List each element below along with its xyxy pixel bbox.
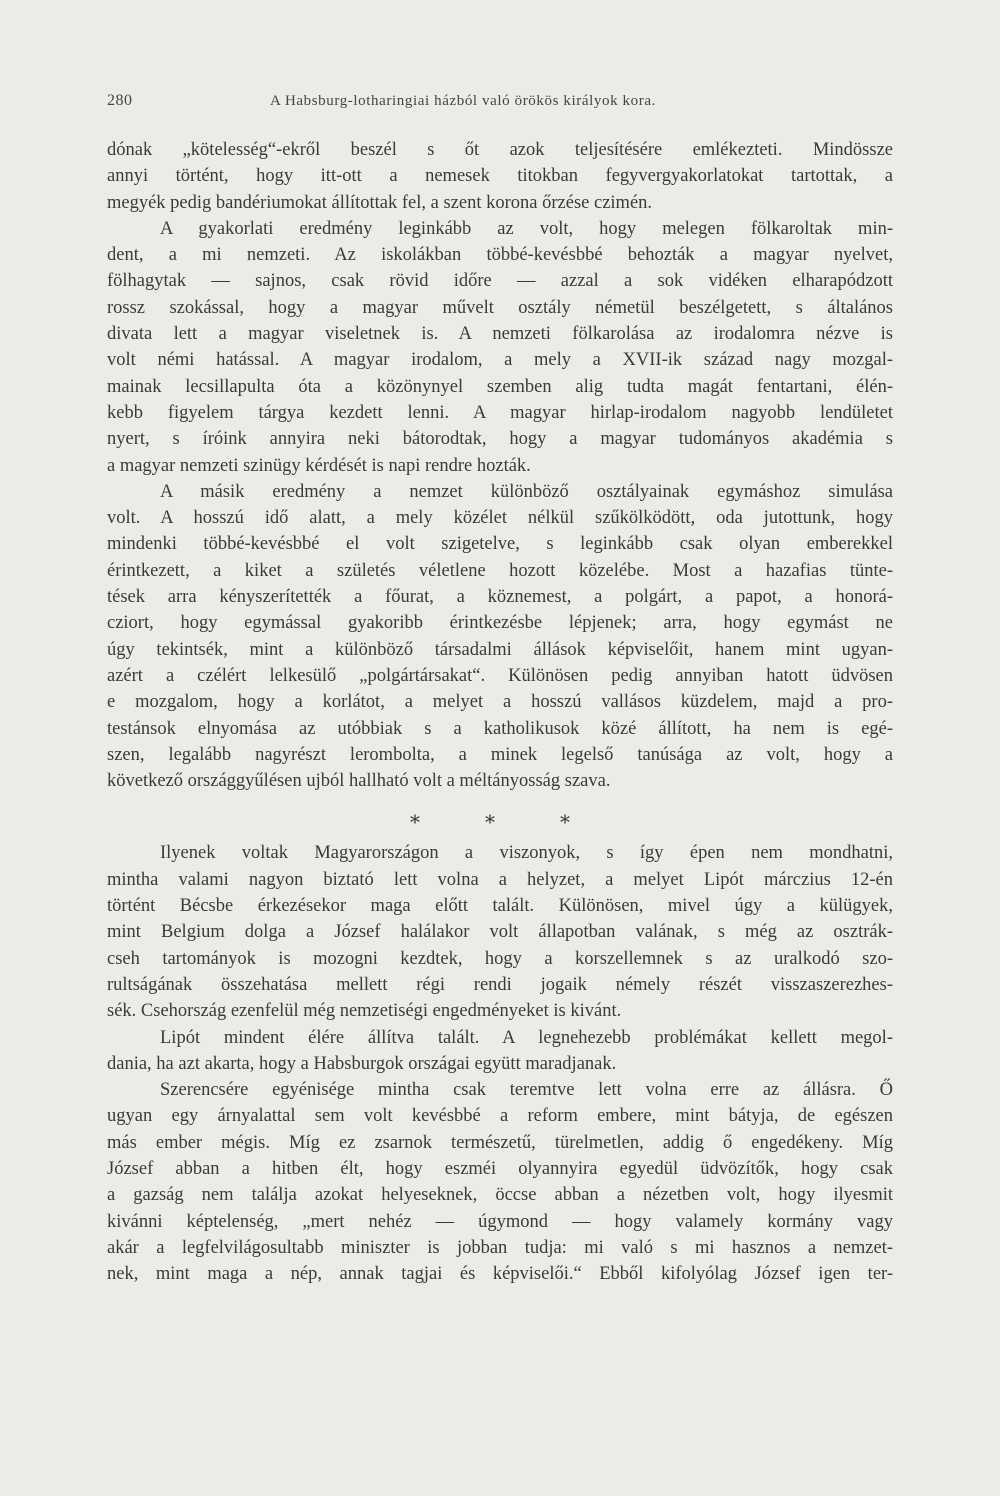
text-line: mint Belgium dolga a József halálakor volt állapotban valának, s még az osztrák-: [107, 922, 893, 943]
text-line: azért a czélért lelkesülő „polgártársakat“. Különösen pedig annyiban hatott üdvösen: [107, 665, 893, 686]
text-line: Szerencsére egyénisége mintha csak teremtve lett volna erre az állásra. Ő: [160, 1080, 893, 1101]
text-line: következő országgyűlésen ujból hallható volt a méltányosság szava.: [107, 771, 611, 792]
section-ornament: ⁎ ⁎ ⁎: [410, 806, 600, 829]
text-line: cseh tartományok is mozogni kezdtek, hogy a korszellemnek s az uralkodó szo-: [107, 948, 893, 969]
body-text: [107, 137, 893, 1287]
text-line: e mozgalom, hogy a korlátot, a melyet a hosszú vallásos küzdelem, majd a pro-: [107, 692, 893, 713]
text-line: testánsok elnyomása az utóbbiak s a katholikusok közé állított, ha nem is egé-: [107, 718, 893, 739]
text-line: mainak lecsillapulta óta a közönynyel szemben alig tudta magát fentartani, élén-: [107, 376, 893, 397]
text-line: József abban a hitben élt, hogy eszméi olyannyira egyedül üdvözítők, hogy csak: [107, 1158, 893, 1179]
text-line: cziort, hogy egymással gyakoribb érintkezésbe lépjenek; arra, hogy egymást ne: [107, 613, 893, 634]
text-line: kebb figyelem tárgya kezdett lenni. A magyar hirlap-irodalom nagyobb lendületet: [107, 402, 893, 423]
text-line: dent, a mi nemzeti. Az iskolákban többé-kevésbbé behozták a magyar nyelvet,: [107, 245, 893, 266]
text-line: annyi történt, hogy itt-ott a nemesek titokban fegyvergyakorlatokat tartottak, a: [107, 166, 893, 187]
text-line: Lipót mindent élére állítva talált. A legnehezebb problémákat kellett megol-: [160, 1027, 893, 1048]
text-line: érintkezett, a kiket a születés véletlene hozott közelébe. Most a hazafias tünte-: [107, 560, 893, 581]
text-line: ugyan egy árnyalattal sem volt kevésbbé a reform embere, mint bátyja, de egészen: [107, 1106, 893, 1127]
text-line: történt Bécsbe érkezésekor maga előtt talált. Különösen, mivel úgy a külügyek,: [107, 896, 893, 917]
text-line: megyék pedig bandériumokat állítottak fel, a szent korona őrzése czimén.: [107, 192, 653, 213]
text-line: szen, legalább nagyrészt lerombolta, a minek legelső tanúsága az volt, hogy a: [107, 744, 893, 765]
page-header: [107, 92, 893, 116]
text-line: rossz szokással, hogy a magyar művelt osztály németül beszélgetett, s általános: [107, 297, 893, 318]
text-line: volt. A hosszú idő alatt, a mely közélet nélkül szűkölködött, oda jutottunk, hogy: [107, 508, 893, 529]
text-line: volt némi hatással. A magyar irodalom, a mely a XVII-ik század nagy mozgal-: [107, 350, 893, 371]
text-line: nek, mint maga a nép, annak tagjai és képviselői.“ Ebből kifolyólag József igen ter-: [107, 1264, 893, 1285]
text-line: más ember mégis. Míg ez zsarnok természetű, türelmetlen, addig ő engedékeny. Míg: [107, 1132, 893, 1153]
text-line: rultságának összehatása mellett régi rendi jogaik némely részét visszaszerezhes-: [107, 974, 893, 995]
text-line: A gyakorlati eredmény leginkább az volt, hogy melegen fölkaroltak min-: [160, 218, 893, 239]
text-line: nyert, s íróink annyira neki bátorodtak, hogy a magyar tudományos akadémia s: [107, 429, 893, 450]
text-line: mintha valami nagyon biztató lett volna a helyzet, a melyet Lipót márczius 12-én: [107, 869, 893, 890]
text-line: dónak „kötelesség“-ekről beszél s őt azok teljesítésére emlékezteti. Mindössze: [107, 140, 893, 160]
page-number: 280: [107, 92, 133, 109]
text-line: divata lett a magyar viseletnek is. A nemzeti fölkarolása az irodalomra nézve is: [107, 324, 893, 345]
text-line: mindenki többé-kevésbbé el volt szigetelve, s leginkább csak olyan emberekkel: [107, 534, 893, 555]
text-line: a magyar nemzeti szinügy kérdését is napi rendre hozták.: [107, 455, 531, 476]
text-line: a gazság nem találja azokat helyeseknek, öccse abban a nézetben volt, hogy ilyesmit: [107, 1185, 893, 1206]
text-line: sék. Csehország ezenfelül még nemzetiségi engedményeket is kivánt.: [107, 1001, 622, 1022]
text-line: fölhagytak — sajnos, csak rövid időre — azzal a sok vidéken elharapódzott: [107, 271, 893, 292]
text-line: úgy tekintsék, mint a különböző társadalmi állások képviselőit, hanem mint ugyan-: [107, 639, 893, 660]
text-line: A másik eredmény a nemzet különböző osztályainak egymáshoz simulása: [160, 481, 893, 502]
running-title: A Habsburg-lotharingiai házból való örökös királyok kora.: [270, 93, 656, 109]
text-line: tések arra kényszerítették a főurat, a köznemest, a polgárt, a papot, a honorá-: [107, 587, 893, 608]
text-line: Ilyenek voltak Magyarországon a viszonyok, s így épen nem mondhatni,: [160, 843, 893, 864]
text-line: kivánni képtelenség, „mert nehéz — úgymond — hogy valamely kormány vagy: [107, 1211, 893, 1232]
text-line: akár a legfelvilágosultabb miniszter is jobban tudja: mi való s mi hasznos a nemzet-: [107, 1237, 893, 1258]
text-line: dania, ha azt akarta, hogy a Habsburgok országai együtt maradjanak.: [107, 1053, 617, 1074]
